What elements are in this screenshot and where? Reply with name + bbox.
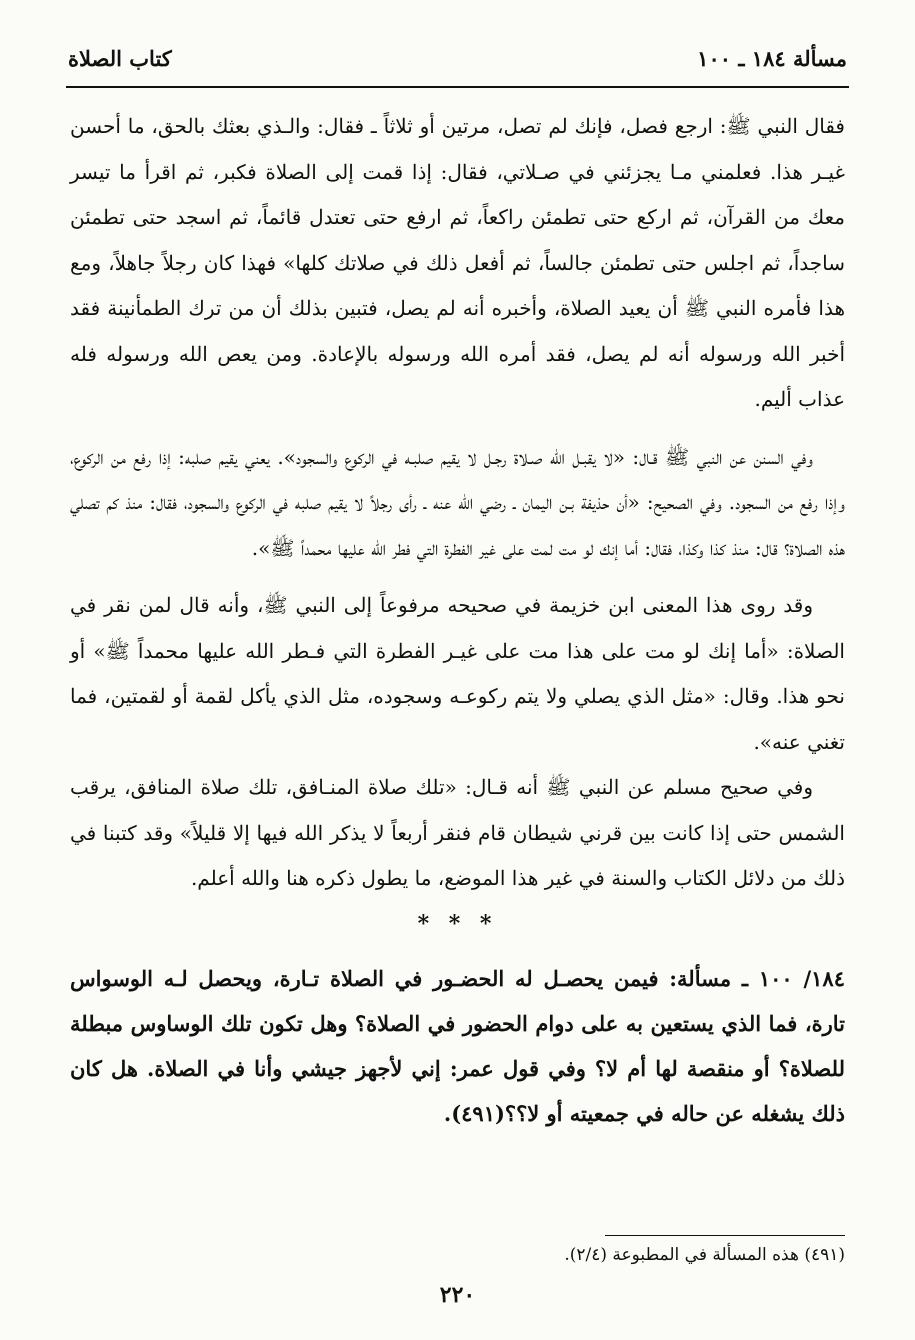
header-rule: [66, 86, 849, 88]
body-text: [70, 104, 845, 1136]
paragraph-1: فقال النبي ﷺ: ارجع فصل، فإنك لم تصل، مرتين أو ثلاثاً ـ فقال: والـذي بعثك بالحق، ما أحسن غيـر هذا. فعلمني مـا يجزئني في صـلاتي، فقال: إذا قمت إلى الصلاة فكبر، ثم اقرأ ما تيسر معك من القرآن، ثم اركع حتى تطمئن راكعاً، ثم ارفع حتى تعتدل قائماً، ثم اسجد حتى تطمئن ساجداً، ثم اجلس حتى تطمئن جالساً، ثم أفعل ذلك في صلاتك كلها» فهذا كان رجلاً جاهلاً، ومع هذا فأمره النبي ﷺ أن يعيد الصلاة، وأخبره أنه لم يصل، فتبين بذلك أن من ترك الطمأنينة فقد أخبر الله ورسوله أنه لم يصل، فقد أمره الله ورسوله بالإعادة. ومن يعص الله ورسوله فله عذاب أليم.: [70, 114, 845, 411]
question-paragraph: ١٨٤/ ١٠٠ ـ مسألة: فيمن يحصـل له الحضـور في الصلاة تـارة، ويحصل لـه الوسواس تارة، فما الذي يستعين به على دوام الحضور في الصلاة؟ وهل تكون تلك الوساوس مبطلة للصلاة؟ أو منقصة لها أم لا؟ وفي قول عمر: إني لأجهز جيشي وأنا في الصلاة. هل كان ذلك يشغله عن حاله في جمعيته أو لا؟؟(٤٩١).: [70, 965, 845, 1126]
footnote: (٤٩١) هذه المسألة في المطبوعة (٢/٤).: [564, 1245, 845, 1265]
paragraph-4: وفي صحيح مسلم عن النبي ﷺ أنه قـال: «تلك صلاة المنـافق، تلك صلاة المنافق، يرقب الشمس حتى إذا كانت بين قرني شيطان قام فنقر أربعاً لا يذكر الله فيها إلا قليلاً» وقد كتبنا في ذلك من دلائل الكتاب والسنة في غير هذا الموضع، ما يطول ذكره هنا والله أعلم.: [70, 775, 845, 890]
header-book-section: كتاب الصلاة: [68, 45, 172, 71]
footnote-rule: [605, 1235, 845, 1236]
paragraph-2: وفي السنن عن النبي ﷺ قـال: «لا يقبـل الله صـلاة رجـل لا يقيم صلبـه في الركوع والسجود». يعني يقيم صلبه: إذا رفع من الركوع، وإذا رفع من السجود. وفي الصحيح: «أن حذيفة بـن اليمان ـ رضي الله عنه ـ رأى رجلاً لا يقيم صلبه في الركوع والسجود، فقال: منذ كم تصلي هذه الصلاة؟ قال: منذ كذا وكذا، فقال: أما إنك لو مت لمت على غير الفطرة التي فطر الله عليها محمداً ﷺ».: [70, 444, 845, 560]
running-header: [68, 38, 847, 78]
section-separator: * * *: [417, 910, 498, 937]
header-issue-range: مسألة ١٨٤ ـ ١٠٠: [697, 45, 847, 71]
page-number: ٢٢٠: [439, 1282, 476, 1308]
paragraph-3: وقد روى هذا المعنى ابن خزيمة في صحيحه مرفوعاً إلى النبي ﷺ، وأنه قال لمن نقر في الصلاة: «أما إنك لو مت على هذا مت على غيـر الفطرة التي فـطر الله عليها محمداً ﷺ» أو نحو هذا. وقال: «مثل الذي يصلي ولا يتم ركوعـه وسجوده، مثل الذي يأكل لقمة أو لقمتين، فما تغني عنه».: [70, 593, 845, 754]
